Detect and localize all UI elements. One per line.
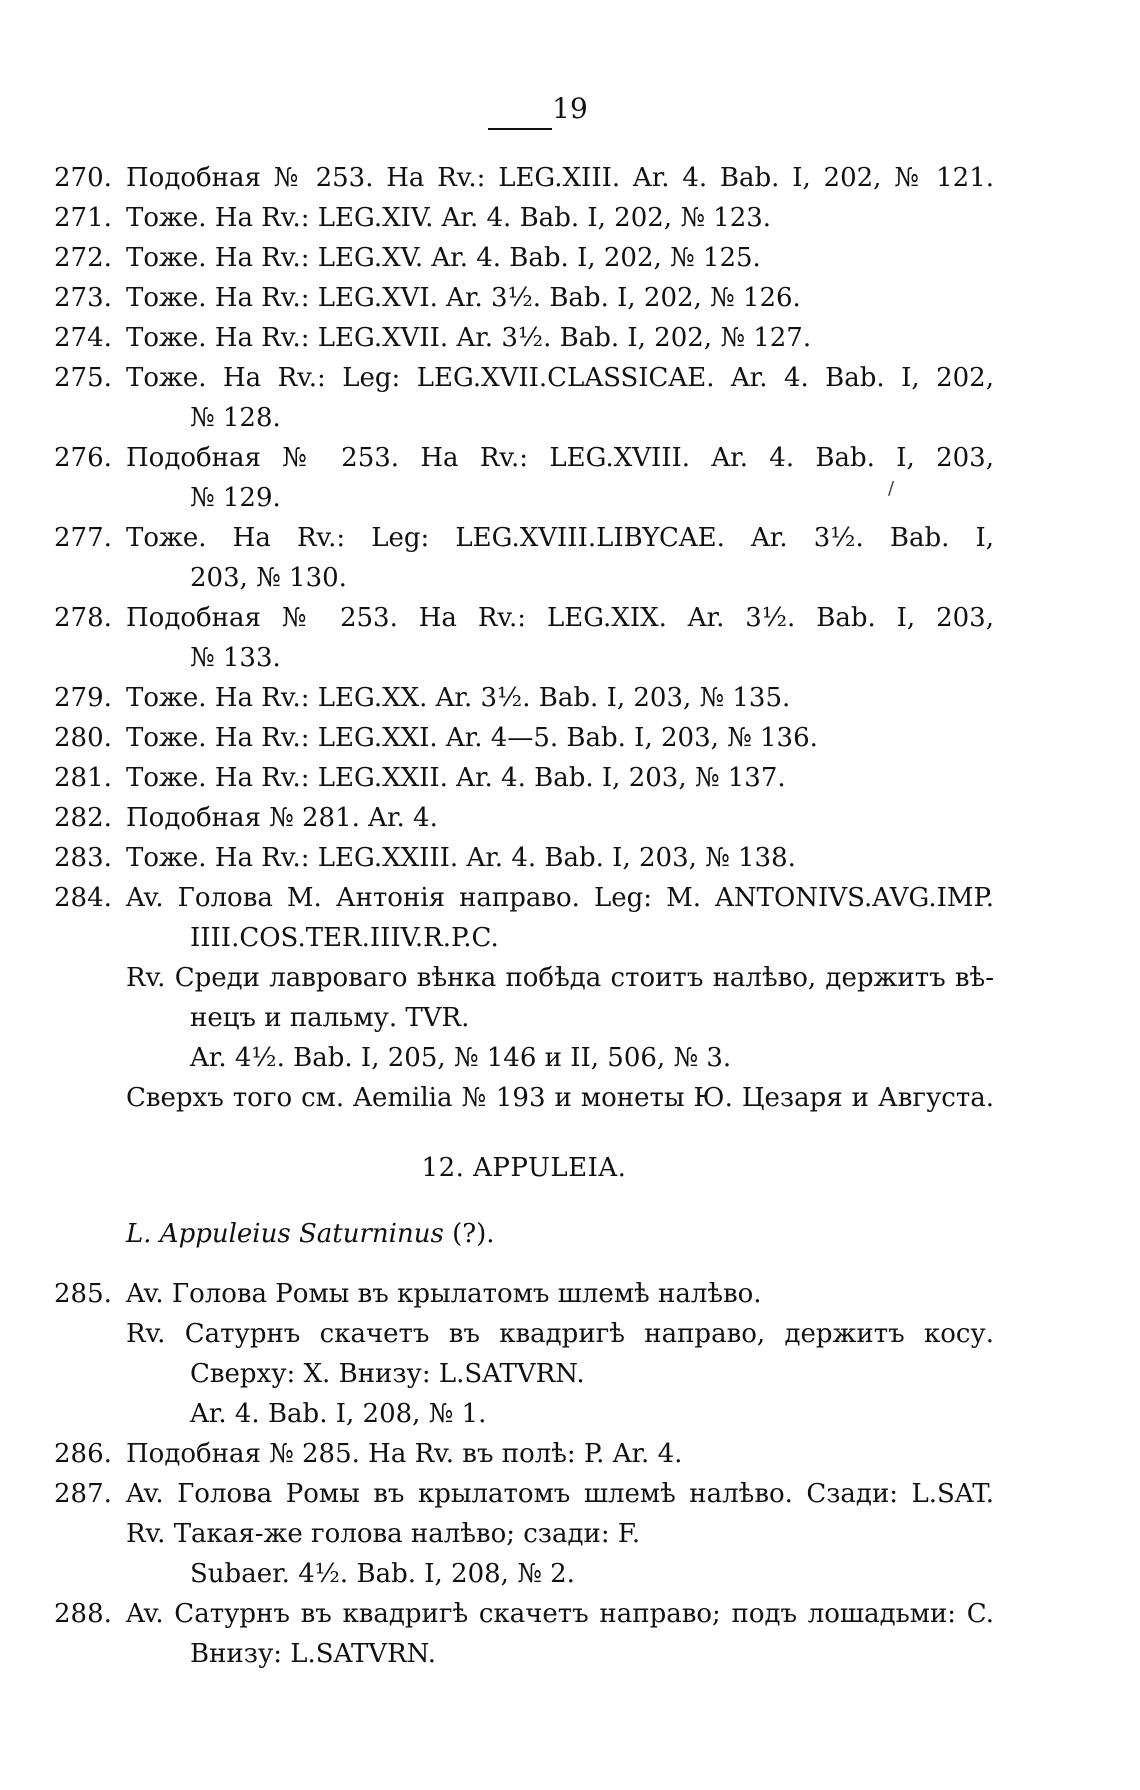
moneyer-qualifier: (?).	[443, 1219, 495, 1249]
entry-281	[54, 758, 994, 798]
entry-286	[54, 1434, 994, 1474]
entry-number: 284.	[54, 883, 112, 913]
entry-284	[54, 878, 994, 918]
entry-277	[54, 518, 994, 558]
entry-reference: Subaer. 4½. Bab. I, 208, № 2.	[190, 1559, 575, 1589]
entry-287	[54, 1474, 994, 1514]
entry-rv-line: Rv. Сатурнъ скачетъ въ квадригѣ направо, держитъ косу.	[126, 1319, 994, 1349]
entry-text: Тоже. На Rv.: LEG.XX. Ar. 3½. Bab. I, 203, № 135.	[126, 683, 791, 713]
entry-text: Тоже. На Rv.: Leg: LEG.XVIII.LIBYCAE. Ar. 3½. Bab. I,	[126, 523, 994, 553]
entry-continuation: № 128.	[190, 403, 281, 433]
entry-number: 270.	[54, 163, 112, 193]
entry-273	[54, 278, 994, 318]
entry-list	[54, 158, 994, 1674]
entry-av-line: Av. Сатурнъ въ квадригѣ скачетъ направо; подъ лошадьми: C.	[126, 1599, 994, 1629]
section-heading: 12. APPULEIA.	[421, 1153, 627, 1183]
entry-text: Подобная № 253. На Rv.: LEG.XIX. Ar. 3½. Bab. I, 203,	[126, 603, 994, 633]
stray-mark: /	[888, 478, 895, 499]
entry-number: 280.	[54, 723, 112, 753]
entry-288	[54, 1594, 994, 1634]
entry-number: 281.	[54, 763, 112, 793]
entry-282	[54, 798, 994, 838]
entry-number: 275.	[54, 363, 112, 393]
page-number: 19	[552, 92, 588, 125]
entry-285	[54, 1274, 994, 1314]
entry-text: Подобная № 281. Ar. 4.	[126, 803, 438, 833]
section-subheading	[54, 1214, 994, 1254]
entry-number: 287.	[54, 1479, 112, 1509]
entry-continuation: № 129.	[190, 483, 281, 513]
entry-rv-line: Rv. Такая-же голова налѣво; сзади: F.	[126, 1519, 641, 1549]
moneyer-name: L. Appuleius Saturninus	[126, 1219, 444, 1249]
entry-number: 283.	[54, 843, 112, 873]
entry-continuation: № 133.	[190, 643, 281, 673]
entry-number: 288.	[54, 1599, 112, 1629]
entry-number: 271.	[54, 203, 112, 233]
entry-continuation: 203, № 130.	[190, 563, 347, 593]
entry-text: Тоже. На Rv.: LEG.XXI. Ar. 4—5. Bab. I, 203, № 136.	[126, 723, 818, 753]
cross-reference-note: Сверхъ того см. Aemilia № 193 и монеты Ю. Цезаря и Августа.	[126, 1083, 994, 1113]
entry-279	[54, 678, 994, 718]
entry-av-line: Av. Голова M. Антонія направо. Leg: M. ANTONIVS.AVG.IMP.	[126, 883, 994, 913]
entry-274	[54, 318, 994, 358]
entry-number: 272.	[54, 243, 112, 273]
entry-278	[54, 598, 994, 638]
entry-av-line: Av. Голова Ромы въ крылатомъ шлемѣ налѣво.	[126, 1279, 762, 1309]
entry-text: Тоже. На Rv.: LEG.XVI. Ar. 3½. Bab. I, 202, № 126.	[126, 283, 801, 313]
entry-av-line: Av. Голова Ромы въ крылатомъ шлемѣ налѣво. Сзади: L.SAT.	[126, 1479, 994, 1509]
entry-276	[54, 438, 994, 478]
entry-text: Тоже. На Rv.: LEG.XXII. Ar. 4. Bab. I, 203, № 137.	[126, 763, 786, 793]
entry-text: Тоже. На Rv.: LEG.XVII. Ar. 3½. Bab. I, 202, № 127.	[126, 323, 812, 353]
entry-number: 285.	[54, 1279, 112, 1309]
entry-number: 273.	[54, 283, 112, 313]
entry-280	[54, 718, 994, 758]
entry-number: 279.	[54, 683, 112, 713]
entry-270	[54, 158, 994, 198]
entry-number: 277.	[54, 523, 112, 553]
entry-rv-line: Rv. Среди лавроваго вѣнка побѣда стоитъ налѣво, держитъ вѣ-	[126, 963, 994, 993]
entry-283	[54, 838, 994, 878]
entry-number: 274.	[54, 323, 112, 353]
entry-rv-continuation: нецъ и пальму. TVR.	[190, 1003, 470, 1033]
entry-number: 276.	[54, 443, 112, 473]
entry-number: 282.	[54, 803, 112, 833]
entry-legend-line: Сверху: X. Внизу: L.SATVRN.	[190, 1359, 585, 1389]
page-number-rule	[488, 128, 552, 130]
entry-text: Тоже. На Rv.: Leg: LEG.XVII.CLASSICAE. Ar. 4. Bab. I, 202,	[126, 363, 994, 393]
entry-text: Подобная № 253. На Rv.: LEG.XIII. Ar. 4. Bab. I, 202, № 121.	[126, 163, 994, 193]
entry-text: Подобная № 285. На Rv. въ полѣ: P. Ar. 4.	[126, 1439, 683, 1469]
entry-275	[54, 358, 994, 398]
entry-number: 278.	[54, 603, 112, 633]
entry-av-continuation: IIII.COS.TER.IIIV.R.P.C.	[190, 923, 499, 953]
entry-text: Подобная № 253. На Rv.: LEG.XVIII. Ar. 4. Bab. I, 203,	[126, 443, 994, 473]
entry-272	[54, 238, 994, 278]
entry-number: 286.	[54, 1439, 112, 1469]
entry-legend-line: Внизу: L.SATVRN.	[190, 1639, 437, 1669]
entry-reference: Ar. 4. Bab. I, 208, № 1.	[190, 1399, 487, 1429]
entry-271	[54, 198, 994, 238]
entry-text: Тоже. На Rv.: LEG.XIV. Ar. 4. Bab. I, 202, № 123.	[126, 203, 772, 233]
entry-text: Тоже. На Rv.: LEG.XXIII. Ar. 4. Bab. I, 203, № 138.	[126, 843, 796, 873]
entry-reference: Ar. 4½. Bab. I, 205, № 146 и II, 506, № 3.	[190, 1043, 732, 1073]
entry-text: Тоже. На Rv.: LEG.XV. Ar. 4. Bab. I, 202, № 125.	[126, 243, 761, 273]
